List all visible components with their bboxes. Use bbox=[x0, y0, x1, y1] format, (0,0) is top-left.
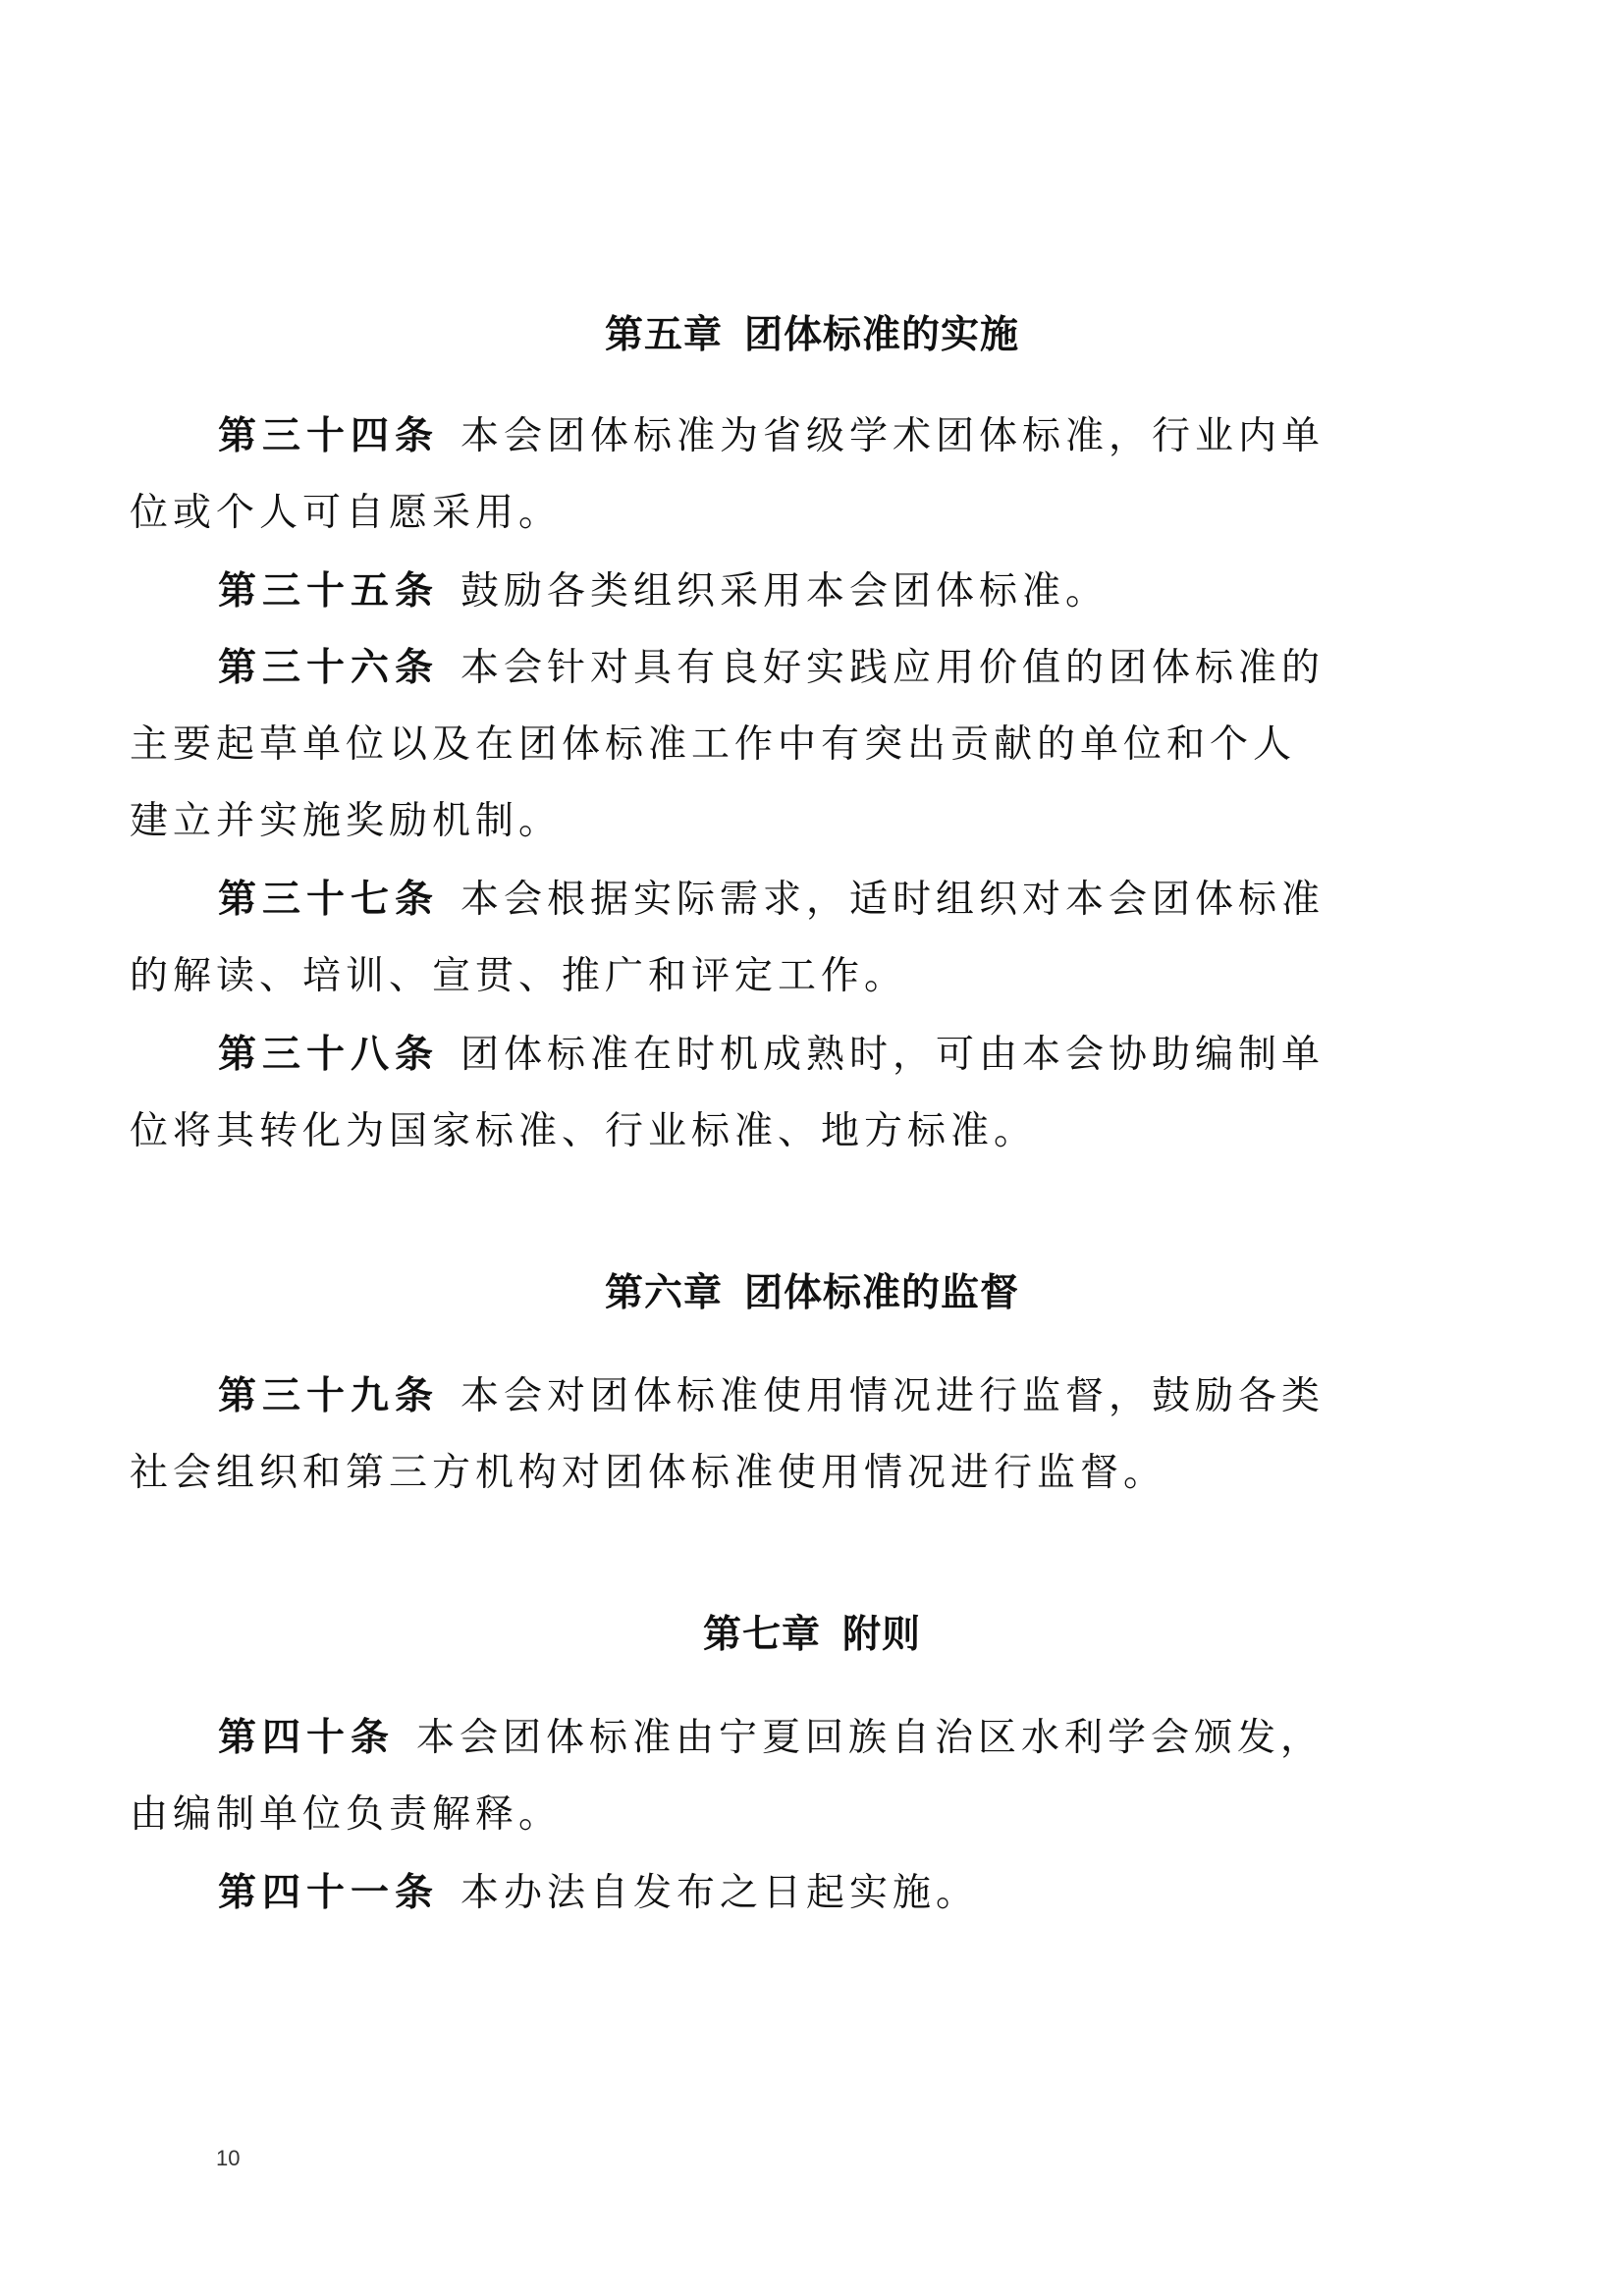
article-text: 本会团体标准为省级学术团体标准，行业内单 bbox=[460, 414, 1326, 458]
chapter-heading-7 bbox=[0, 1613, 1624, 1657]
article-number: 第三十八条 bbox=[218, 1033, 440, 1077]
chapter-title: 附则 bbox=[842, 1613, 922, 1657]
article-text: 由编制单位负责解释。 bbox=[130, 1792, 563, 1837]
article-text: 位或个人可自愿采用。 bbox=[130, 491, 563, 535]
article-text: 本会对团体标准使用情况进行监督，鼓励各类 bbox=[460, 1374, 1326, 1418]
chapter-title: 团体标准的监督 bbox=[744, 1271, 1020, 1315]
page-number: 10 bbox=[216, 2146, 241, 2170]
article-number: 第四十条 bbox=[218, 1716, 396, 1760]
chapter-label: 第五章 bbox=[604, 313, 723, 357]
article-text: 本会根据实际需求，适时组织对本会团体标准 bbox=[460, 878, 1326, 922]
article-number: 第三十七条 bbox=[218, 878, 440, 922]
chapter-label: 第七章 bbox=[702, 1613, 821, 1657]
article-text: 本会针对具有良好实践应用价值的团体标准的 bbox=[460, 646, 1326, 690]
chapter-heading-5 bbox=[0, 313, 1624, 357]
article-text: 位将其转化为国家标准、行业标准、地方标准。 bbox=[130, 1109, 1038, 1153]
article-number: 第三十六条 bbox=[218, 646, 440, 690]
article-number: 第三十五条 bbox=[218, 569, 440, 614]
article-36 bbox=[130, 630, 1426, 860]
article-37 bbox=[130, 862, 1426, 1015]
article-text: 社会组织和第三方机构对团体标准使用情况进行监督。 bbox=[130, 1451, 1167, 1495]
article-38 bbox=[130, 1017, 1426, 1170]
article-text: 本办法自发布之日起实施。 bbox=[460, 1871, 980, 1915]
article-text: 鼓励各类组织采用本会团体标准。 bbox=[460, 569, 1110, 614]
article-number: 第三十九条 bbox=[218, 1374, 440, 1418]
article-41 bbox=[218, 1855, 1426, 1932]
article-text: 主要起草单位以及在团体标准工作中有突出贡献的单位和个人 bbox=[130, 722, 1297, 767]
article-34 bbox=[130, 399, 1426, 552]
article-40 bbox=[130, 1700, 1426, 1853]
article-text: 建立并实施奖励机制。 bbox=[130, 799, 563, 843]
article-text: 的解读、培训、宣贯、推广和评定工作。 bbox=[130, 954, 908, 998]
chapter-label: 第六章 bbox=[604, 1271, 723, 1315]
article-number: 第三十四条 bbox=[218, 414, 440, 458]
article-35 bbox=[218, 554, 1426, 630]
article-text: 本会团体标准由宁夏回族自治区水利学会颁发， bbox=[416, 1716, 1325, 1760]
article-text: 团体标准在时机成熟时，可由本会协助编制单 bbox=[460, 1033, 1326, 1077]
chapter-heading-6 bbox=[0, 1271, 1624, 1315]
chapter-title: 团体标准的实施 bbox=[744, 313, 1020, 357]
article-number: 第四十一条 bbox=[218, 1871, 440, 1915]
article-39 bbox=[130, 1359, 1426, 1512]
